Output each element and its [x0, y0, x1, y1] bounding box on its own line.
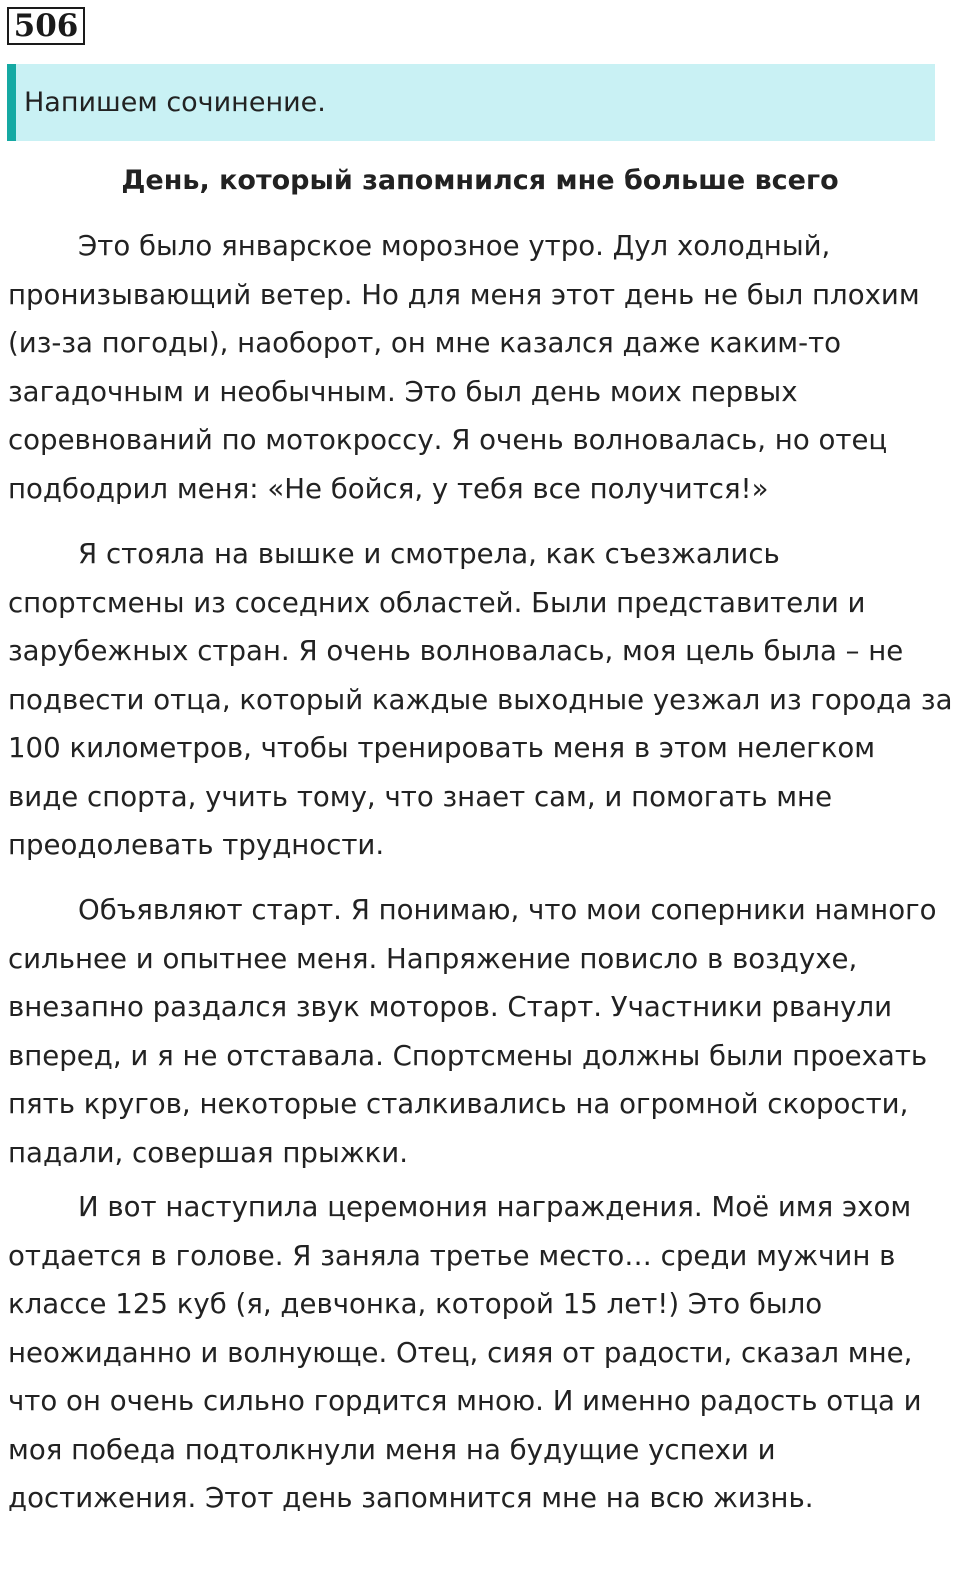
essay-paragraph-3: Объявляют старт. Я понимаю, что мои соперники намного сильнее и опытнее меня. Напряжение повисло в воздухе, внезапно раздался звук моторов. Старт. Участники рванули вперед, и я не отставала. Спортсмены должны были проехать пять кругов, некоторые сталкивались на огромной скорости, падали, совершая прыжки.	[8, 893, 937, 1169]
essay-paragraph-4: И вот наступила церемония награждения. Моё имя эхом отдается в голове. Я заняла третье место… среди мужчин в классе 125 куб (я, девчонка, которой 15 лет!) Это было неожиданно и волнующе. Отец, сияя от радости, сказал мне, что он очень сильно гордится мною. И именно радость отца и моя победа подтолкнули меня на будущие успехи и достижения. Этот день запомнится мне на всю жизнь.	[8, 1190, 922, 1514]
essay-paragraph-1: Это было январское морозное утро. Дул холодный, пронизывающий ветер. Но для меня этот день не был плохим (из-за погоды), наоборот, он мне казался даже каким-то загадочным и необычным. Это был день моих первых соревнований по мотокроссу. Я очень волновалась, но отец подбодрил меня: «Не бойся, у тебя все получится!»	[8, 229, 920, 505]
instruction-banner	[7, 64, 935, 141]
essay-paragraph-2: Я стояла на вышке и смотрела, как съезжались спортсмены из соседних областей. Были представители и зарубежных стран. Я очень волновалась, моя цель была – не подвести отца, который каждые выходные уезжал из города за 100 километров, чтобы тренировать меня в этом нелегком виде спорта, учить тому, что знает сам, и помогать мне преодолевать трудности.	[8, 537, 953, 861]
essay-title: День, который запомнился мне больше всего	[121, 165, 839, 196]
instruction-text: Напишем сочинение.	[24, 87, 326, 118]
task-number-badge: 506	[7, 7, 85, 45]
